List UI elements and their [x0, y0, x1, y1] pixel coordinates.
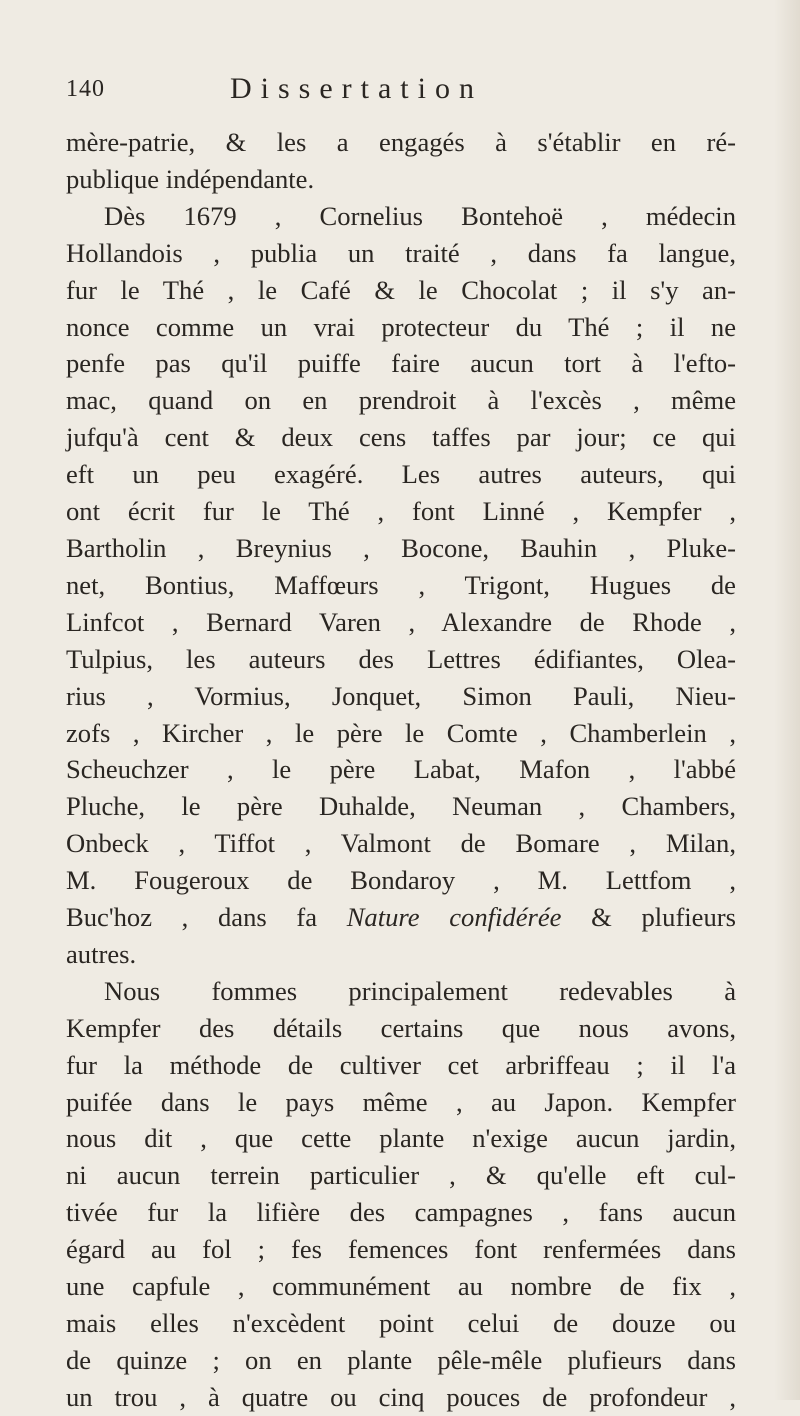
text-line: de quinze ; on en plante pêle-mêle plufieurs dans [66, 1344, 736, 1375]
text-line: ni aucun terrein particulier , & qu'elle eft cul- [66, 1160, 736, 1191]
text-line: fur la méthode de cultiver cet arbriffeau ; il l'a [66, 1049, 736, 1080]
text-line: nous dit , que cette plante n'exige aucun jardin, [66, 1123, 736, 1154]
text-line: Linfcot , Bernard Varen , Alexandre de Rhode , [66, 606, 736, 637]
text-line: publique indépendante. [66, 163, 315, 194]
text-line: penfe pas qu'il puiffe faire aucun tort à l'efto- [66, 348, 736, 379]
text-line: Hollandois , publia un traité , dans fa langue, [66, 237, 736, 268]
text-line: Tulpius, les auteurs des Lettres édifiantes, Olea- [66, 643, 736, 674]
text-line: mais elles n'excèdent point celui de douze ou [66, 1308, 736, 1338]
text-line: M. Fougeroux de Bondaroy , M. Lettfom , [66, 865, 736, 896]
text-line: mère-patrie, & les a engagés à s'établir en ré- [66, 127, 736, 157]
text-line: Scheuchzer , le père Labat, Mafon , l'abbé [66, 754, 736, 785]
text-line: ont écrit fur le Thé , font Linné , Kempfer , [66, 496, 736, 527]
text-line: une capfule , communément au nombre de fix , [66, 1271, 736, 1302]
line-text-before: Buc'hoz , dans fa [66, 902, 347, 933]
text-line: mac, quand on en prendroit à l'excès , même [66, 385, 736, 416]
text-line: eft un peu exagéré. Les autres auteurs, qui [66, 459, 736, 490]
paragraph-start-line: Nous fommes principalement redevables à [104, 975, 736, 1006]
text-line: puifée dans le pays même , au Japon. Kempfer [66, 1086, 736, 1117]
italic-book-title: Nature confidérée [346, 902, 562, 933]
page-number: 140 [66, 76, 105, 102]
text-line: Onbeck , Tiffot , Valmont de Bomare , Milan, [66, 828, 736, 859]
text-line-with-italic-title [66, 899, 736, 936]
text-line: tivée fur la lifière des campagnes , fans aucun [66, 1197, 736, 1228]
body-text [66, 124, 736, 1416]
text-line: zofs , Kircher , le père le Comte , Chamberlein , [66, 717, 736, 748]
text-line: nonce comme un vrai protecteur du Thé ; il ne [66, 311, 736, 342]
text-line: fur le Thé , le Café & le Chocolat ; il s'y an- [66, 274, 736, 305]
running-title: Dissertation [230, 72, 483, 105]
paragraph-start-line: Dès 1679 , Cornelius Bontehoë , médecin [104, 200, 736, 231]
text-line: autres. [66, 938, 137, 969]
text-line: un trou , à quatre ou cinq pouces de profondeur , [66, 1381, 736, 1412]
text-line: Bartholin , Breynius , Bocone, Bauhin , Pluke- [66, 532, 736, 563]
text-line: Pluche, le père Duhalde, Neuman , Chambers, [66, 791, 736, 822]
line-text-after: & plufieurs [561, 902, 736, 933]
running-head [66, 72, 736, 116]
text-line: net, Bontius, Maffœurs , Trigont, Hugues de [66, 569, 736, 600]
text-line: égard au fol ; fes femences font renfermées dans [66, 1234, 736, 1265]
text-line: jufqu'à cent & deux cens taffes par jour; ce qui [66, 422, 736, 453]
text-line: rius , Vormius, Jonquet, Simon Pauli, Nieu- [66, 680, 736, 711]
text-line: Kempfer des détails certains que nous avons, [66, 1012, 736, 1043]
